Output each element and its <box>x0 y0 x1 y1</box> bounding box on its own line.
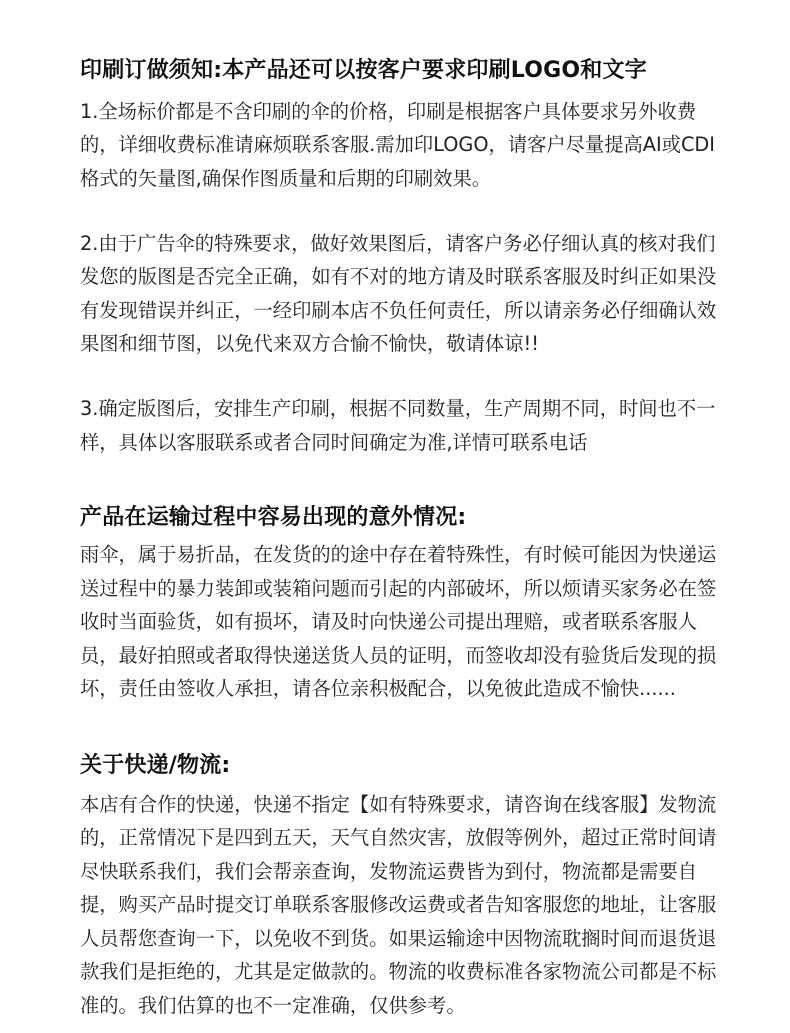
printing-notice-line: 1.全场标价都是不含印刷的伞的价格，印刷是根据客户具体要求另外收费 <box>80 100 697 123</box>
printing-notice-line: 格式的矢量图,确保作图质量和后期的印刷效果。 <box>80 167 492 190</box>
delivery-line: 尽快联系我们，我们会帮亲查询，发物流运费皆为到付，物流都是需要自 <box>80 860 697 883</box>
shipping-risk-line: 雨伞，属于易折品，在发货的的途中存在着特殊性，有时候可能因为快递运 <box>80 543 717 566</box>
shipping-risk-line: 员，最好拍照或者取得快递送货人员的证明，而签收却没有验货后发现的损 <box>80 644 717 667</box>
shipping-risk-line: 坏，责任由签收人承担，请各位亲积极配合，以免彼此造成不愉快...... <box>80 677 676 700</box>
shipping-risk-line: 收时当面验货，如有损坏，请及时向快递公司提出理赔，或者联系客服人 <box>80 610 697 633</box>
printing-notice-line: 有发现错误并纠正，一经印刷本店不负任何责任，所以请亲务必仔细确认效 <box>80 299 717 322</box>
shipping-risk-line: 送过程中的暴力装卸或装箱问题而引起的内部破坏，所以烦请买家务必在签 <box>80 577 717 600</box>
printing-notice-line: 2.由于广告伞的特殊要求，做好效果图后，请客户务必仔细认真的核对我们 <box>80 232 716 255</box>
delivery-heading: 关于快递/物流: <box>80 753 231 778</box>
printing-notice-heading: 印刷订做须知:本产品还可以按客户要求印刷LOGO和文字 <box>80 58 647 83</box>
printing-notice-line: 样，具体以客服联系或者合同时间确定为准,详情可联系电话 <box>80 431 588 454</box>
delivery-line: 准的。我们估算的也不一定准确，仅供参考。 <box>80 994 466 1017</box>
printing-notice-line: 3.确定版图后，安排生产印刷，根据不同数量，生产周期不同，时间也不一 <box>80 397 716 420</box>
delivery-line: 本店有合作的快递，快递不指定【如有特殊要求，请咨询在线客服】发物流 <box>80 793 717 816</box>
delivery-line: 提，购买产品时提交订单联系客服修改运费或者告知客服您的地址，让客服 <box>80 893 717 916</box>
shipping-risk-heading: 产品在运输过程中容易出现的意外情况: <box>80 505 467 530</box>
printing-notice-line: 发您的版图是否完全正确，如有不对的地方请及时联系客服及时纠正如果没 <box>80 265 717 288</box>
printing-notice-line: 果图和细节图，以免代来双方合愉不愉快，敬请体谅!! <box>80 332 539 355</box>
delivery-line: 款我们是拒绝的，尤其是定做款的。物流的收费标准各家物流公司都是不标 <box>80 960 717 983</box>
printing-notice-line: 的，详细收费标准请麻烦联系客服.需加印LOGO，请客户尽量提高AI或CDI <box>80 133 715 156</box>
delivery-line: 人员帮您查询一下，以免收不到货。如果运输途中因物流耽搁时间而退货退 <box>80 927 717 950</box>
delivery-line: 的，正常情况下是四到五天，天气自然灾害，放假等例外，超过正常时间请 <box>80 826 717 849</box>
